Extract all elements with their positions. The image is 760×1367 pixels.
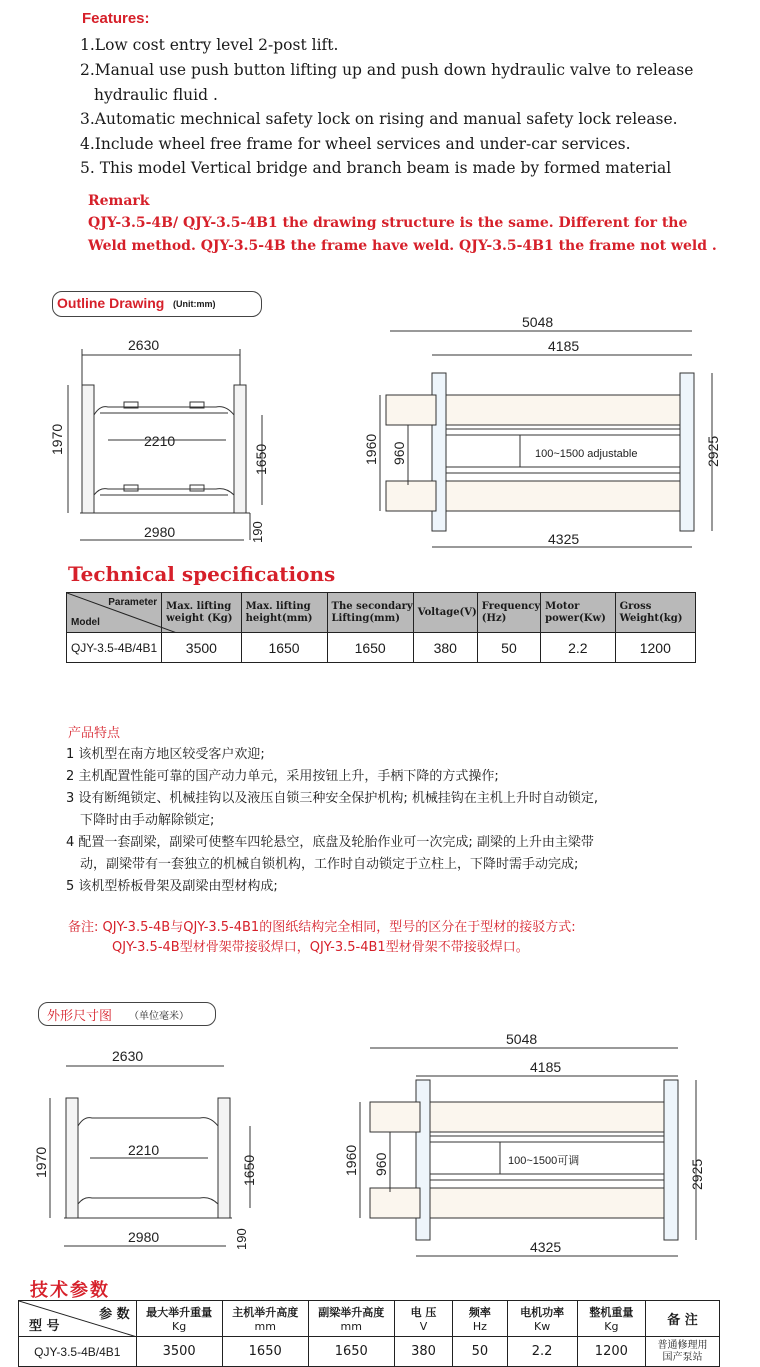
- cn-spec-header-height: 主机举升高度 mm: [222, 1301, 308, 1337]
- dim-label-1960: 1960: [363, 433, 379, 465]
- cn-spec-value-note: 普通修理用 国产泵站: [646, 1337, 720, 1367]
- runway-top-ext: [386, 395, 436, 425]
- cn-feature-5: 5 该机型桥板骨架及副梁由型材构成;: [66, 879, 278, 894]
- cross-beam-bot: [446, 467, 680, 473]
- cn-spec-value-motor: 2.2: [507, 1337, 577, 1367]
- dim-label-2210: 2210: [128, 1142, 160, 1158]
- feature-item-3: 3.Automatic mechnical safety lock on rising and manual safety lock release.: [80, 110, 678, 128]
- spec-title: Technical specifications: [68, 562, 336, 586]
- feature-item-1: 1.Low cost entry level 2-post lift.: [80, 36, 339, 54]
- feature-item-4: 4.Include wheel free frame for wheel services and under-car services.: [80, 135, 631, 153]
- dim-label-2925: 2925: [689, 1158, 705, 1190]
- cn-spec-value-height: 1650: [222, 1337, 308, 1367]
- dim-label-1970: 1970: [33, 1146, 49, 1178]
- cn-outline-title: 外形尺寸图: [47, 1009, 113, 1024]
- dim-label-1650: 1650: [241, 1154, 257, 1186]
- cn-spec-value-gross: 1200: [577, 1337, 645, 1367]
- lower-beam: [94, 489, 234, 495]
- outline-unit: (Unit:mm): [173, 299, 216, 309]
- cn-feature-4: 4 配置一套副梁，副梁可使整车四轮悬空，底盘及轮胎作业可一次完成; 副梁的上升由主梁带: [66, 835, 594, 850]
- dim-label-4185: 4185: [548, 338, 580, 354]
- cross-beam-top: [446, 429, 680, 435]
- dim-label-2630: 2630: [112, 1048, 144, 1064]
- left-post: [82, 385, 94, 513]
- spec-value-secondary: 1650: [327, 633, 413, 663]
- cn-feature-1: 1 该机型在南方地区较受客户欢迎;: [66, 747, 265, 762]
- spec-model: QJY-3.5-4B/4B1: [67, 633, 162, 663]
- cross-beam-top: [430, 1136, 664, 1142]
- outline-drawing-en: [0, 315, 760, 555]
- spec-header-model: Model: [71, 617, 100, 628]
- runway-bot-ext: [386, 481, 436, 511]
- pad: [124, 485, 138, 491]
- runway-bot: [430, 1188, 664, 1218]
- spec-value-motor: 2.2: [541, 633, 615, 663]
- dim-label-190: 190: [234, 1228, 249, 1250]
- spec-header-motor: Motor power(Kw): [541, 593, 615, 633]
- cn-adjustable-label: 100~1500可调: [508, 1155, 580, 1167]
- lower-beam: [78, 1198, 218, 1204]
- right-column: [664, 1080, 678, 1240]
- spec-table: [66, 592, 696, 663]
- right-post: [234, 385, 246, 513]
- cn-spec-value-frequency: 50: [453, 1337, 507, 1367]
- cn-spec-header-param: 参 数: [99, 1307, 130, 1322]
- runway-bot-ext: [370, 1188, 420, 1218]
- spec-value-weight: 3500: [162, 633, 241, 663]
- dim-label-2630: 2630: [128, 337, 160, 353]
- cn-features-title: 产品特点: [68, 726, 121, 741]
- cn-spec-header-secondary: 副梁举升高度 mm: [308, 1301, 394, 1337]
- cn-spec-header-weight: 最大举升重量 Kg: [136, 1301, 222, 1337]
- spec-value-frequency: 50: [477, 633, 540, 663]
- cn-spec-header-model: 型 号: [29, 1319, 60, 1334]
- cn-spec-title: 技术参数: [30, 1280, 110, 1301]
- dim-label-4325: 4325: [548, 531, 580, 547]
- features-title: Features:: [82, 10, 150, 27]
- dim-label-2980: 2980: [128, 1229, 160, 1245]
- cn-spec-table: [18, 1300, 720, 1367]
- cn-spec-model: QJY-3.5-4B/4B1: [19, 1337, 137, 1367]
- runway-bot: [446, 481, 680, 511]
- spec-header-secondary: The secondary Lifting(mm): [327, 593, 413, 633]
- dim-label-5048: 5048: [522, 315, 554, 330]
- runway-top: [446, 395, 680, 425]
- dim-label-2925: 2925: [705, 435, 721, 467]
- cn-remark-line-2: QJY-3.5-4B型材骨架带接驳焊口，QJY-3.5-4B1型材骨架不带接驳焊口。: [112, 940, 529, 955]
- cross-beam-bot: [430, 1174, 664, 1180]
- outline-drawing-cn: [0, 1018, 760, 1268]
- dim-label-960: 960: [391, 441, 407, 465]
- feature-item-2-cont: hydraulic fluid .: [94, 86, 218, 104]
- adjustable-label: 100~1500 adjustable: [535, 448, 638, 460]
- cn-spec-header-voltage: 电 压 V: [394, 1301, 452, 1337]
- dim-label-4185: 4185: [530, 1059, 562, 1075]
- cn-spec-header-gross: 整机重量 Kg: [577, 1301, 645, 1337]
- right-column: [680, 373, 694, 531]
- dim-label-190: 190: [250, 521, 265, 543]
- remark-title: Remark: [88, 193, 150, 209]
- remark-line-2: Weld method. QJY-3.5-4B the frame have weld. QJY-3.5-4B1 the frame not weld .: [88, 238, 717, 254]
- runway-top-ext: [370, 1102, 420, 1132]
- right-post: [218, 1098, 230, 1218]
- dim-label-1970: 1970: [49, 423, 65, 455]
- spec-header-weight: Max. lifting weight (Kg): [162, 593, 241, 633]
- pad: [190, 485, 204, 491]
- dim-label-960: 960: [373, 1152, 389, 1176]
- remark-line-1: QJY-3.5-4B/ QJY-3.5-4B1 the drawing structure is the same. Different for the: [88, 215, 688, 231]
- cn-feature-4-cont: 动，副梁带有一套独立的机械自锁机构，工作时自动锁定于立柱上，下降时需手动完成;: [80, 857, 579, 872]
- dim-label-2210: 2210: [144, 433, 176, 449]
- cn-feature-2: 2 主机配置性能可靠的国产动力单元，采用按钮上升，手柄下降的方式操作;: [66, 769, 499, 784]
- cn-spec-header-corner: [19, 1301, 137, 1337]
- dim-label-5048: 5048: [506, 1031, 538, 1047]
- dim-label-2980: 2980: [144, 524, 176, 540]
- cn-spec-value-voltage: 380: [394, 1337, 452, 1367]
- outline-title: Outline Drawing: [57, 295, 165, 311]
- cn-remark-line-1: 备注: QJY-3.5-4B与QJY-3.5-4B1的图纸结构完全相同，型号的区分在于型材的接驳方式:: [68, 920, 576, 935]
- dim-label-1960: 1960: [343, 1144, 359, 1176]
- dim-label-1650: 1650: [253, 443, 269, 475]
- runway-top: [430, 1102, 664, 1132]
- spec-header-corner: [67, 593, 162, 633]
- cn-spec-header-frequency: 频率 Hz: [453, 1301, 507, 1337]
- spec-header-param: Parameter: [108, 597, 158, 608]
- top-beam: [78, 1118, 218, 1126]
- feature-item-2: 2.Manual use push button lifting up and push down hydraulic valve to release: [80, 61, 694, 79]
- spec-header-frequency: Frequency (Hz): [477, 593, 540, 633]
- spec-value-height: 1650: [241, 633, 327, 663]
- spec-header-gross: Gross Weight(kg): [615, 593, 695, 633]
- feature-item-5: 5. This model Vertical bridge and branch beam is made by formed material: [80, 159, 672, 177]
- spec-header-height: Max. lifting height(mm): [241, 593, 327, 633]
- spec-value-voltage: 380: [413, 633, 477, 663]
- outline-title-pill: [52, 291, 262, 317]
- cn-spec-value-secondary: 1650: [308, 1337, 394, 1367]
- cn-spec-value-weight: 3500: [136, 1337, 222, 1367]
- cn-spec-header-motor: 电机功率 Kw: [507, 1301, 577, 1337]
- cn-outline-unit: （单位毫米）: [129, 1011, 189, 1022]
- cn-feature-3-cont: 下降时由手动解除锁定;: [80, 813, 215, 828]
- cn-spec-header-note: 备 注: [646, 1301, 720, 1337]
- top-beam: [94, 407, 234, 415]
- left-post: [66, 1098, 78, 1218]
- dim-label-4325: 4325: [530, 1239, 562, 1255]
- cn-feature-3: 3 设有断绳锁定、机械挂钩以及液压自锁三种安全保护机构; 机械挂钩在主机上升时自动锁定,: [66, 791, 599, 806]
- spec-value-gross: 1200: [615, 633, 695, 663]
- spec-header-voltage: Voltage(V): [413, 593, 477, 633]
